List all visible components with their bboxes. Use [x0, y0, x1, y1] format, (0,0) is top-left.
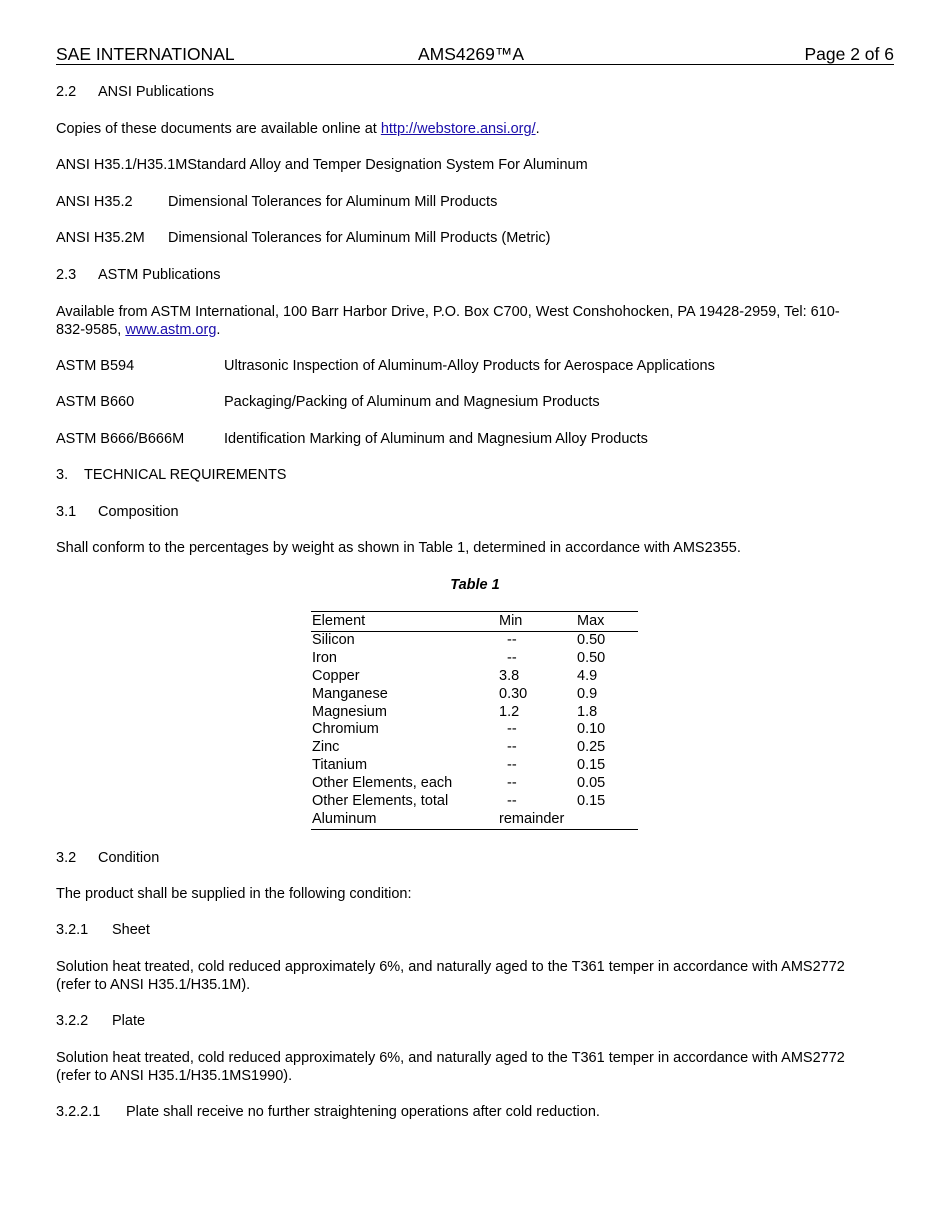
table-row: [311, 793, 638, 811]
cell-element: Zinc: [312, 739, 340, 756]
doc-title: Standard Alloy and Temper Designation System For Aluminum: [187, 157, 588, 173]
plate-paragraph: [56, 1049, 894, 1085]
section-3-1-heading: [56, 503, 179, 521]
cell-min: remainder: [499, 810, 565, 827]
column-header-max: Max: [577, 613, 605, 629]
ansi-intro: [56, 120, 540, 138]
cell-max: 0.15: [577, 793, 606, 810]
ansi-webstore-link[interactable]: http://webstore.ansi.org/: [380, 121, 536, 137]
cell-element: Copper: [312, 667, 360, 684]
doc-code: ANSI H35.1/H35.1M: [56, 157, 188, 173]
condition-paragraph: The product shall be supplied in the following condition:: [56, 886, 412, 902]
sheet-text-line1: Solution heat treated, cold reduced approximately 6%, and naturally aged to the T361 temper in accordance with AMS2772: [56, 959, 845, 975]
cell-max: 1.8: [577, 703, 598, 720]
plate-text-line1: Solution heat treated, cold reduced approximately 6%, and naturally aged to the T361 temper in accordance with AMS2772: [56, 1050, 845, 1066]
cell-element: Chromium: [312, 721, 379, 738]
doc-code: ASTM B594: [56, 358, 135, 374]
doc-code: ANSI H35.2M: [56, 230, 145, 246]
section-number: 3.2: [56, 850, 77, 866]
cell-element: Titanium: [312, 757, 368, 774]
table-row: [311, 775, 638, 793]
header-page-number: Page 2 of 6: [804, 44, 894, 64]
header-publisher: SAE INTERNATIONAL: [56, 44, 235, 64]
cell-element: Iron: [312, 649, 337, 666]
cell-element: Other Elements, total: [312, 793, 449, 810]
cell-max: 0.50: [577, 649, 606, 666]
section-number: 3.2.2.1: [56, 1104, 101, 1120]
cell-max: 0.50: [577, 632, 606, 648]
section-text: Plate shall receive no further straightening operations after cold reduction.: [126, 1104, 600, 1120]
doc-title: Identification Marking of Aluminum and Magnesium Alloy Products: [224, 431, 648, 447]
cell-max: 0.10: [577, 721, 606, 738]
table-caption: Table 1: [450, 577, 500, 593]
doc-title: Ultrasonic Inspection of Aluminum-Alloy Products for Aerospace Applications: [224, 358, 715, 374]
section-title: TECHNICAL REQUIREMENTS: [84, 467, 287, 483]
table-row: [311, 632, 638, 650]
doc-code: ASTM B666/B666M: [56, 431, 185, 447]
composition-table: [311, 611, 638, 830]
ansi-doc-item: [56, 229, 551, 247]
table-row: [311, 686, 638, 704]
doc-code: ASTM B660: [56, 394, 135, 410]
table-row: [311, 668, 638, 686]
table-row: [311, 811, 638, 829]
doc-title: Dimensional Tolerances for Aluminum Mill Products: [168, 194, 498, 210]
table-row: [311, 704, 638, 722]
cell-max: 0.25: [577, 739, 606, 756]
column-header-element: Element: [312, 613, 366, 629]
column-header-min: Min: [499, 613, 523, 629]
header-doc-number: AMS4269™A: [418, 44, 525, 64]
section-title: Plate: [112, 1013, 146, 1029]
cell-min: 0.30: [499, 685, 528, 702]
section-title: Sheet: [112, 922, 150, 938]
table-row: [311, 739, 638, 757]
ansi-doc-item: [56, 193, 497, 211]
composition-paragraph: Shall conform to the percentages by weight as shown in Table 1, determined in accordance with AMS2355.: [56, 540, 741, 556]
section-2-3-heading: [56, 266, 221, 284]
table-row: [311, 757, 638, 775]
section-title: Condition: [98, 850, 160, 866]
ansi-doc-item: [56, 156, 588, 174]
cell-min: --: [507, 793, 517, 810]
cell-min: --: [507, 649, 517, 666]
section-number: 3.1: [56, 504, 77, 520]
astm-intro-line2-text: 832-9585,: [56, 322, 126, 338]
doc-code: ANSI H35.2: [56, 194, 133, 210]
astm-intro-period: .: [216, 322, 221, 338]
cell-max: 0.15: [577, 757, 606, 774]
section-3-heading: [56, 466, 286, 484]
cell-max: 4.9: [577, 667, 598, 684]
astm-intro-line1: Available from ASTM International, 100 Barr Harbor Drive, P.O. Box C700, West Conshohocken, PA 19428-2959, Tel: 610-: [56, 304, 840, 320]
cell-min: --: [507, 775, 517, 792]
section-title: Composition: [98, 504, 179, 520]
section-3-2-1-heading: [56, 921, 150, 939]
cell-min: 1.2: [499, 703, 520, 720]
cell-element: Magnesium: [312, 703, 387, 720]
cell-element: Other Elements, each: [312, 775, 453, 792]
section-3-2-heading: [56, 849, 159, 867]
cell-min: --: [507, 721, 517, 738]
astm-doc-item: [56, 357, 715, 375]
ansi-intro-period: .: [535, 121, 540, 137]
cell-element: Silicon: [312, 632, 355, 648]
page-header: [56, 44, 894, 65]
section-number: 2.2: [56, 84, 77, 100]
cell-element: Aluminum: [312, 810, 377, 827]
cell-max: 0.9: [577, 685, 598, 702]
astm-doc-item: [56, 393, 600, 411]
section-number: 2.3: [56, 267, 77, 283]
sheet-paragraph: [56, 958, 894, 994]
cell-element: Manganese: [312, 685, 388, 702]
section-3-2-2-1: [56, 1103, 600, 1121]
cell-min: 3.8: [499, 667, 520, 684]
astm-doc-item: [56, 430, 648, 448]
table-row: [311, 721, 638, 739]
section-2-2-heading: [56, 83, 214, 101]
astm-website-link[interactable]: www.astm.org: [125, 322, 217, 338]
doc-title: Packaging/Packing of Aluminum and Magnesium Products: [224, 394, 600, 410]
section-title: ASTM Publications: [98, 267, 221, 283]
section-title: ANSI Publications: [98, 84, 215, 100]
table-header-row: [311, 612, 638, 632]
cell-max: 0.05: [577, 775, 606, 792]
cell-min: --: [507, 757, 517, 774]
section-3-2-2-heading: [56, 1012, 145, 1030]
astm-intro-line2: [56, 321, 894, 339]
cell-min: --: [507, 632, 517, 648]
sheet-text-line2: (refer to ANSI H35.1/H35.1M).: [56, 977, 251, 993]
section-number: 3.: [56, 467, 69, 483]
astm-intro: [56, 303, 894, 339]
plate-text-line2: (refer to ANSI H35.1/H35.1MS1990).: [56, 1068, 293, 1084]
table-row: [311, 650, 638, 668]
doc-title: Dimensional Tolerances for Aluminum Mill Products (Metric): [168, 230, 551, 246]
ansi-intro-text: Copies of these documents are available online at: [56, 121, 381, 137]
cell-min: --: [507, 739, 517, 756]
section-number: 3.2.1: [56, 922, 89, 938]
section-number: 3.2.2: [56, 1013, 89, 1029]
